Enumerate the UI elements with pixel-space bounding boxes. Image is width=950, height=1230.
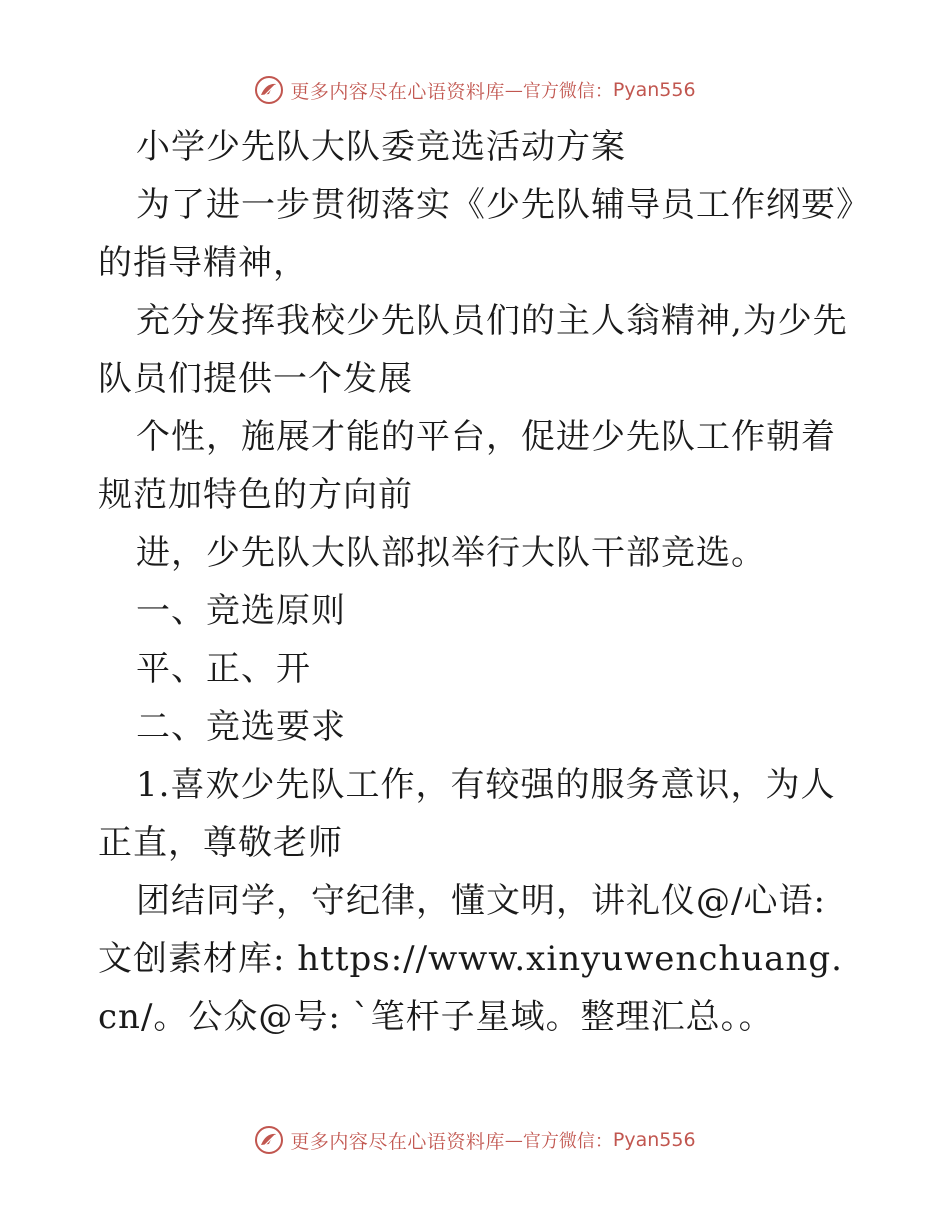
paragraph-purpose: 充分发挥我校少先队员们的主人翁精神,为少先队员们提供一个发展	[98, 301, 848, 399]
paragraph-announcement: 进，少先队大队部拟举行大队干部竞选。	[136, 533, 766, 573]
requirement-item-1-cont: 团结同学，守纪律，懂文明，讲礼仪@/心语:文创素材库: https://www.xinyuwenchuang.cn/。公众@号: `笔杆子星域。整理汇总。。	[98, 881, 843, 1037]
brand-logo-icon	[254, 1125, 284, 1155]
banner-account: Pyan556	[612, 1129, 696, 1151]
banner-brand-text: 更多内容尽在心语资料库	[290, 1130, 505, 1153]
document-body	[98, 118, 858, 1046]
requirement-item-1: 1.喜欢少先队工作，有较强的服务意识，为人正直，尊敬老师	[98, 765, 836, 863]
header-watermark-banner	[0, 70, 950, 110]
banner-wechat-label: 官方微信：	[522, 81, 613, 102]
document-title: 小学少先队大队委竞选活动方案	[136, 127, 626, 167]
principles-text: 平、正、开	[136, 649, 311, 689]
footer-watermark-banner	[0, 1120, 950, 1160]
paragraph-purpose-cont: 个性，施展才能的平台，促进少先队工作朝着规范加特色的方向前	[98, 417, 836, 515]
banner-separator: —	[504, 1129, 523, 1151]
banner-brand-text: 更多内容尽在心语资料库	[290, 80, 505, 103]
section-heading-principles: 一、竞选原则	[136, 591, 346, 631]
brand-logo-icon	[254, 75, 284, 105]
banner-wechat-label: 官方微信：	[522, 1131, 613, 1152]
banner-account: Pyan556	[612, 79, 696, 101]
banner-separator: —	[504, 79, 523, 101]
paragraph-intro: 为了进一步贯彻落实《少先队辅导员工作纲要》的指导精神，	[98, 185, 854, 283]
section-heading-requirements: 二、竞选要求	[136, 707, 346, 747]
